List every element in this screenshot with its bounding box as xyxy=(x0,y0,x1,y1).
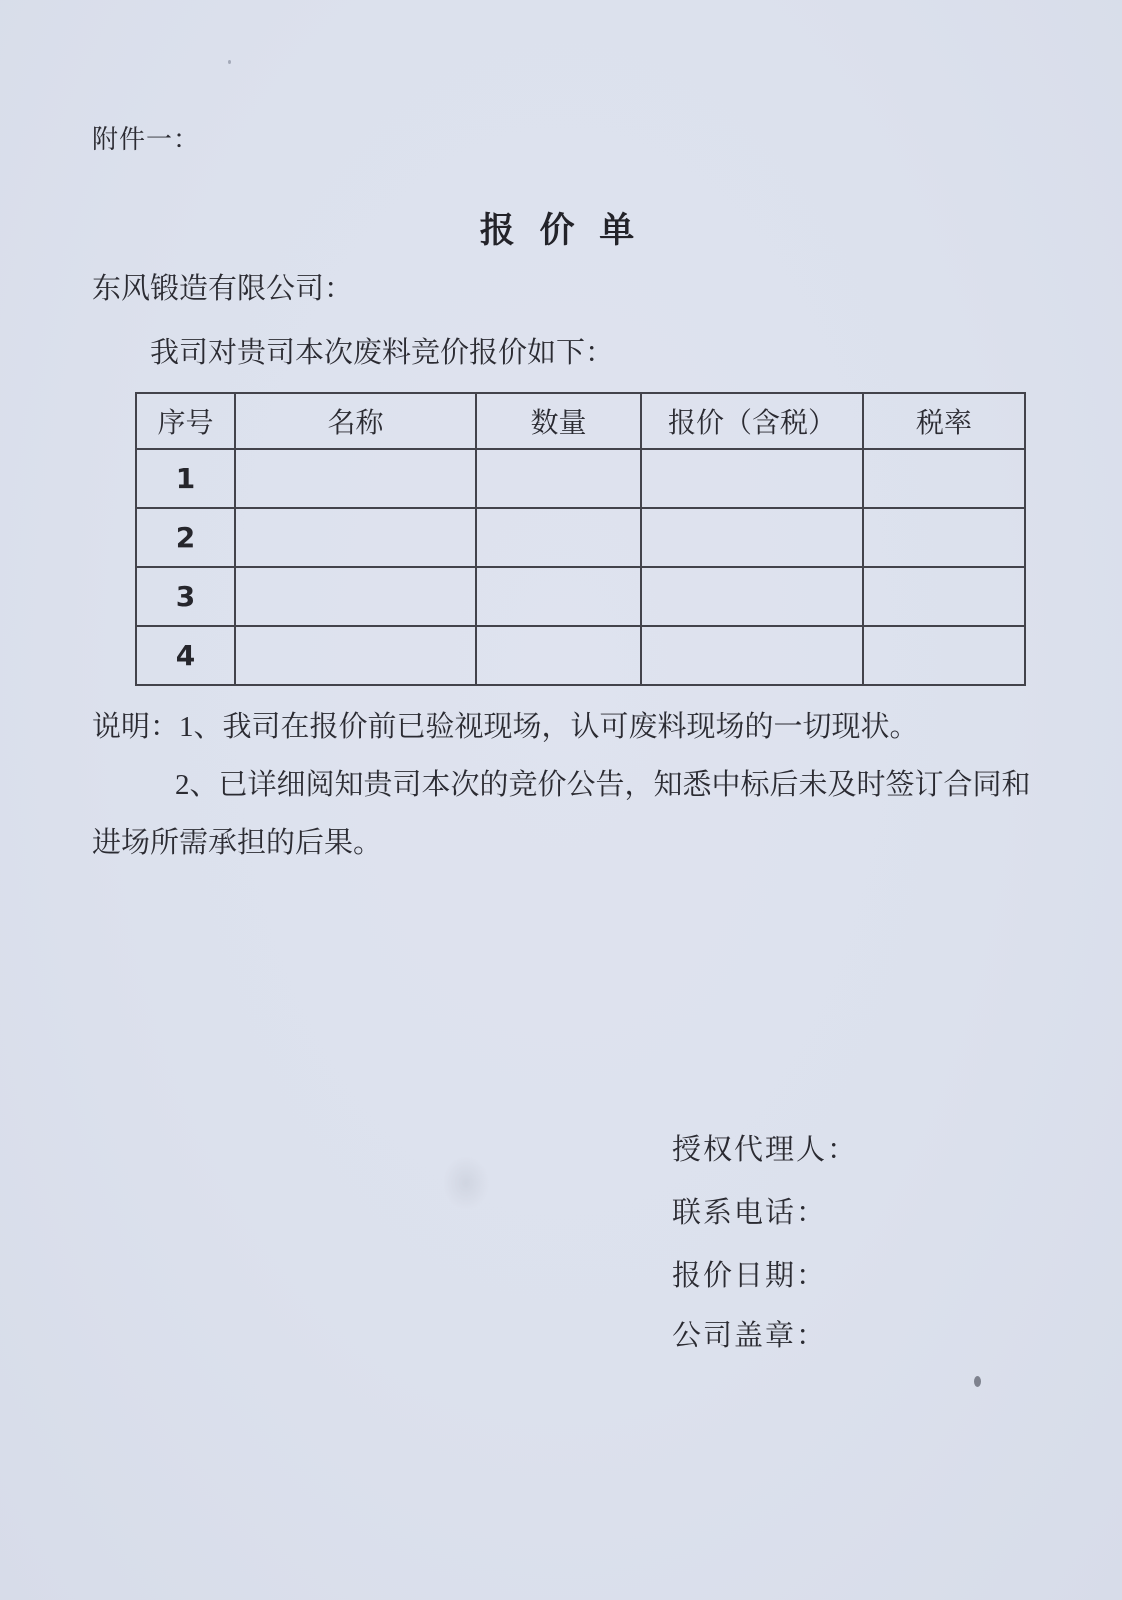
notes-line-2: 2、已详细阅知贵司本次的竞价公告，知悉中标后未及时签订合同和 xyxy=(175,769,1031,801)
table-row xyxy=(136,626,1025,685)
cell-row-number: 3 xyxy=(136,567,235,626)
header-cell-name: 名称 xyxy=(235,393,476,449)
signature-date-label: 报价日期： xyxy=(672,1260,828,1292)
cell-taxrate xyxy=(863,449,1025,508)
table-row xyxy=(136,508,1025,567)
cell-row-number: 1 xyxy=(136,449,235,508)
cell-name xyxy=(235,567,476,626)
cell-price xyxy=(641,626,863,685)
recipient-line: 东风锻造有限公司： xyxy=(92,273,354,305)
header-cell-price: 报价（含税） xyxy=(641,393,863,449)
signature-phone-label: 联系电话： xyxy=(672,1197,828,1229)
cell-quantity xyxy=(476,567,641,626)
cell-quantity xyxy=(476,626,641,685)
scan-speck xyxy=(974,1376,981,1387)
cell-quantity xyxy=(476,449,641,508)
cell-taxrate xyxy=(863,626,1025,685)
cell-price xyxy=(641,508,863,567)
table-row xyxy=(136,567,1025,626)
table-row xyxy=(136,449,1025,508)
signature-seal-label: 公司盖章： xyxy=(672,1320,828,1352)
quotation-table xyxy=(135,392,1026,686)
cell-quantity xyxy=(476,508,641,567)
table-header-row xyxy=(136,393,1025,449)
header-cell-quantity: 数量 xyxy=(476,393,641,449)
cell-taxrate xyxy=(863,508,1025,567)
scan-speck xyxy=(228,60,231,64)
header-cell-index: 序号 xyxy=(136,393,235,449)
scan-smudge xyxy=(443,1156,489,1210)
cell-name xyxy=(235,626,476,685)
page-title: 报 价 单 xyxy=(479,211,643,250)
notes-line-1: 说明：1、我司在报价前已验视现场，认可废料现场的一切现状。 xyxy=(92,711,919,743)
cell-row-number: 4 xyxy=(136,626,235,685)
cell-price xyxy=(641,449,863,508)
cell-taxrate xyxy=(863,567,1025,626)
notes-line-3: 进场所需承担的后果。 xyxy=(92,827,383,859)
intro-line: 我司对贵司本次废料竞价报价如下： xyxy=(150,337,615,369)
cell-price xyxy=(641,567,863,626)
attachment-label: 附件一： xyxy=(92,125,201,154)
signature-agent-label: 授权代理人： xyxy=(672,1134,859,1166)
cell-name xyxy=(235,449,476,508)
cell-name xyxy=(235,508,476,567)
cell-row-number: 2 xyxy=(136,508,235,567)
header-cell-taxrate: 税率 xyxy=(863,393,1025,449)
